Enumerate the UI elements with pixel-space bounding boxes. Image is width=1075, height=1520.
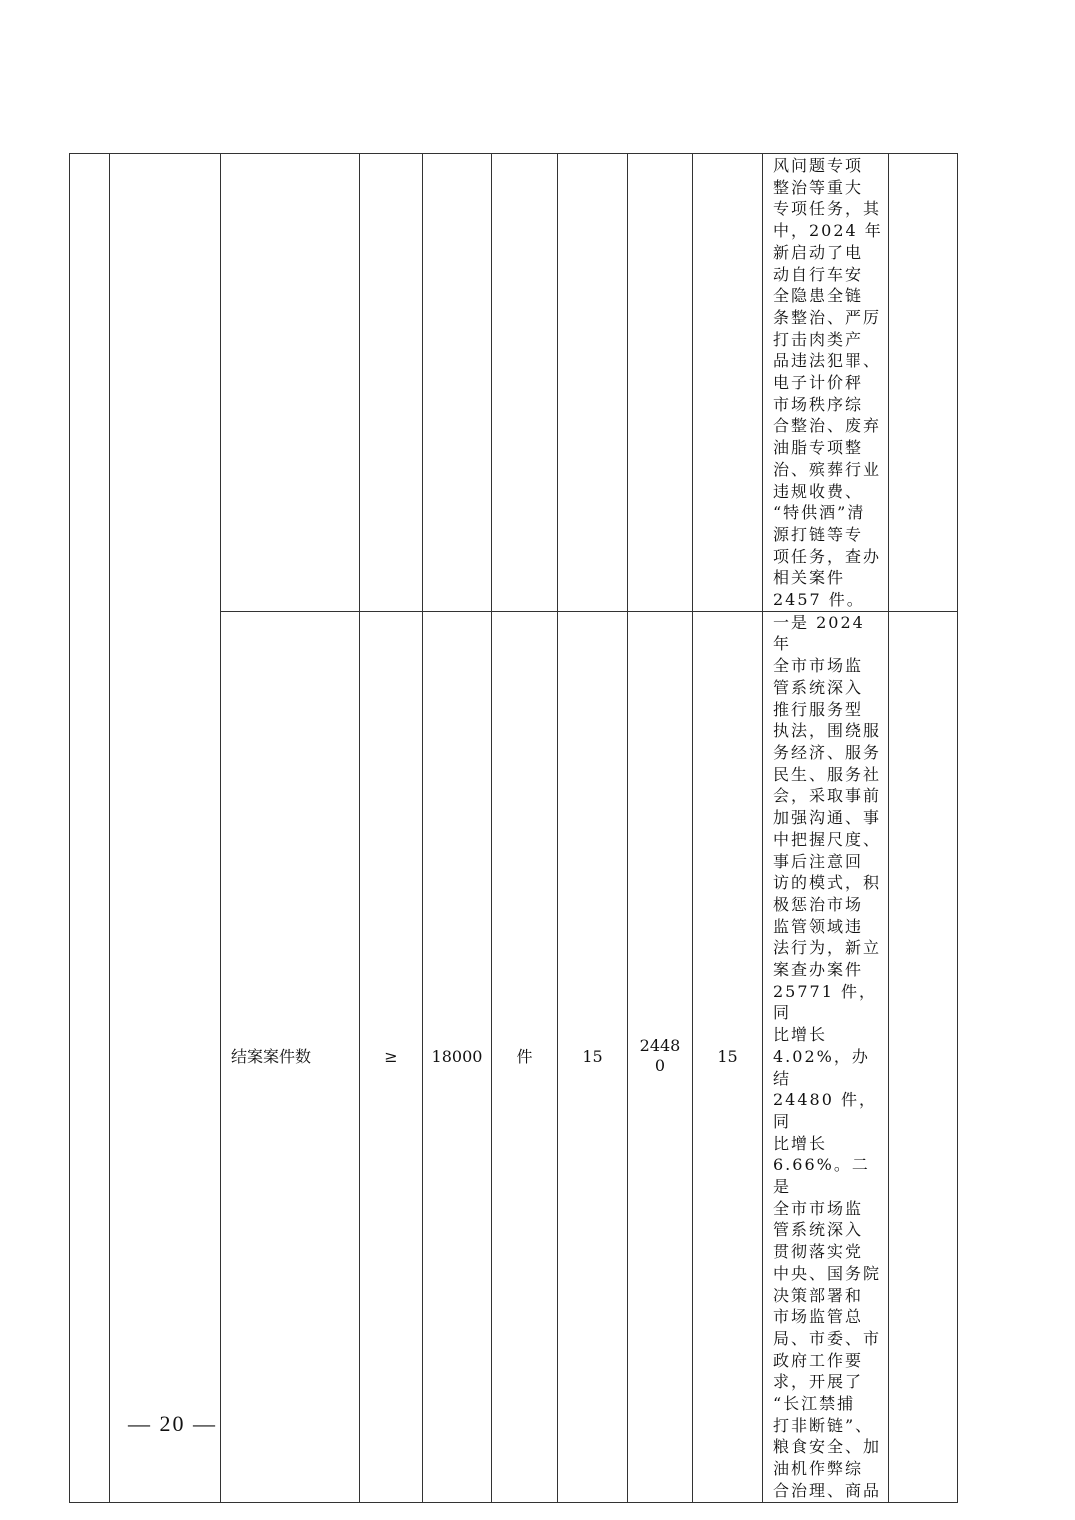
performance-table	[69, 153, 958, 1503]
cell-target: 18000	[423, 611, 492, 1502]
cell-remarks	[889, 611, 958, 1502]
cell-unit	[492, 154, 558, 612]
cell-notes: 风问题专项 整治等重大 专项任务，其 中，2024 年 新启动了电 动自行车安 全隐患全链 条整治、严厉 打击肉类产 品违法犯罪、 电子计价秤 市场秩序综 合整治、废弃 油脂专项整 治、殡葬行业 违规收费、 “特供酒”清 源打链等专 项任务，查办 相关案件 2457 件。	[763, 154, 889, 612]
table-row-continued	[70, 154, 958, 612]
cell-target	[423, 154, 492, 612]
cell-score	[693, 154, 763, 612]
cell-operator: ≥	[360, 611, 423, 1502]
cell-actual	[628, 154, 693, 612]
cell-indicator	[221, 154, 360, 612]
actual-value: 24480	[639, 1036, 681, 1076]
cell-level1-indicator	[70, 154, 110, 1503]
cell-indicator: 结案案件数	[221, 611, 360, 1502]
cell-score: 15	[693, 611, 763, 1502]
page-number: — 20 —	[128, 1411, 217, 1436]
cell-weight	[558, 154, 628, 612]
cell-weight: 15	[558, 611, 628, 1502]
cell-actual	[628, 611, 693, 1502]
cell-unit: 件	[492, 611, 558, 1502]
cell-remarks	[889, 154, 958, 612]
cell-level2-indicator	[110, 154, 221, 1503]
cell-operator	[360, 154, 423, 612]
cell-notes: 一是 2024 年 全市市场监 管系统深入 推行服务型 执法，围绕服 务经济、服务 民生、服务社 会，采取事前 加强沟通、事 中把握尺度、 事后注意回 访的模式，积 极惩治市场 监管领域违 法行为，新立 案查办案件 25771 件，同 比增长 4.02%，办结 24480 件，同 比增长 6.66%。二是 全市市场监 管系统深入 贯彻落实党 中央、国务院 决策部署和 市场监管总 局、市委、市 政府工作要 求，开展了 “长江禁捕 打非断链”、 粮食安全、加 油机作弊综 合治理、商品	[763, 611, 889, 1502]
